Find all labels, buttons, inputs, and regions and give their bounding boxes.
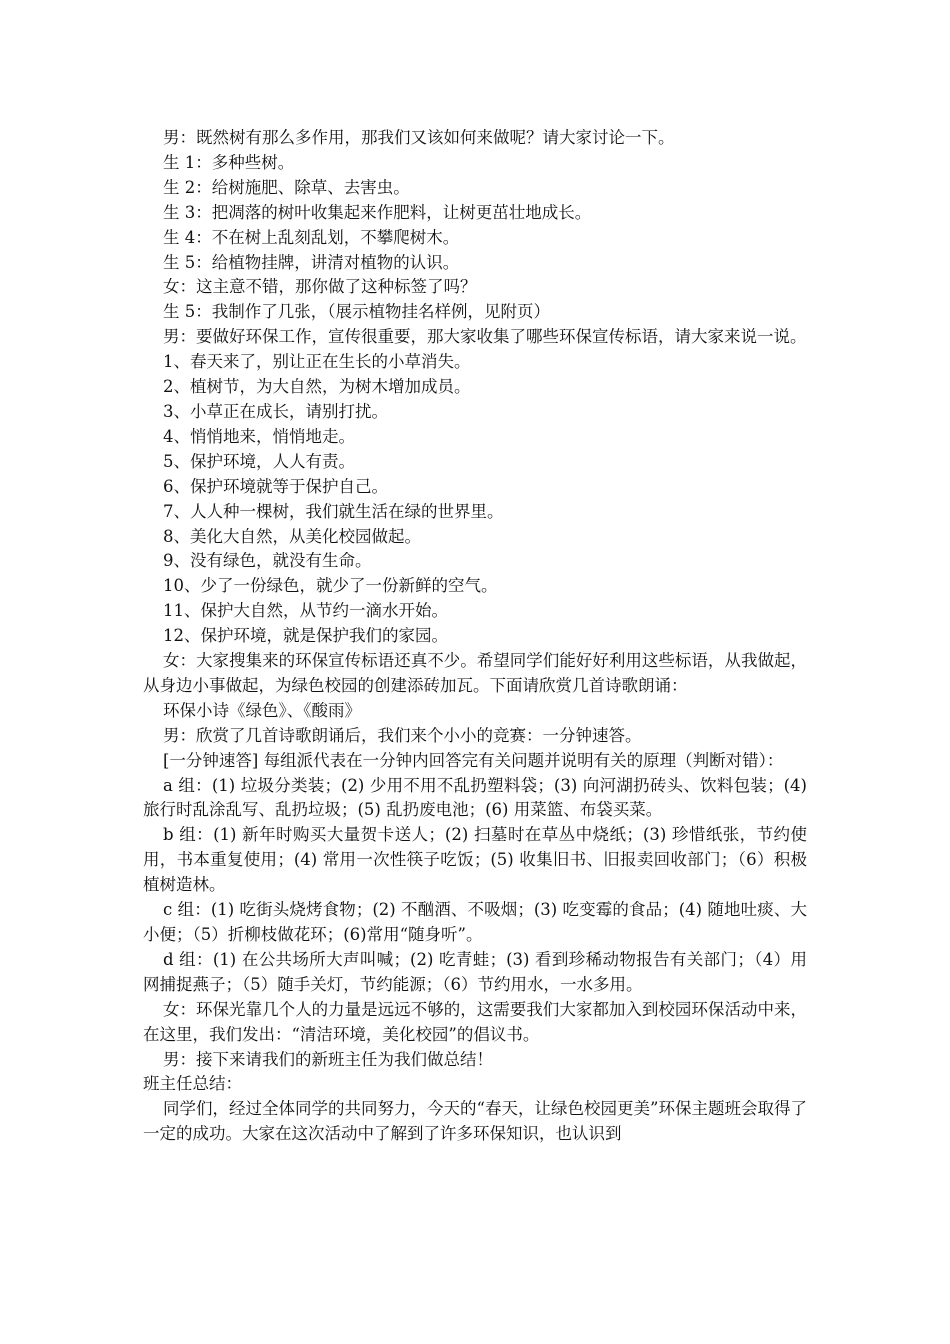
paragraph: 女：大家搜集来的环保宣传标语还真不少。希望同学们能好好利用这些标语，从我做起，从身边小事做起，为绿色校园的创建添砖加瓦。下面请欣赏几首诗歌朗诵： bbox=[143, 651, 807, 695]
list-item: 4、悄悄地来，悄悄地走。 bbox=[163, 426, 355, 446]
paragraph: 生 4：不在树上乱刻乱划，不攀爬树木。 bbox=[163, 227, 460, 247]
list-item: 5、保护环境，人人有责。 bbox=[163, 451, 355, 471]
paragraph: b 组：(1) 新年时购买大量贺卡送人；(2) 扫墓时在草丛中烧纸；(3) 珍惜纸张，节约使用，书本重复使用；(4) 常用一次性筷子吃饭；(5) 收集旧书、旧报卖回收部门；（6）积极植树造林。 bbox=[143, 825, 807, 895]
paragraph: c 组：(1) 吃街头烧烤食物；(2) 不酗酒、不吸烟；(3) 吃变霉的食品；(4) 随地吐痰、大小便；（5）折柳枝做花环；(6)常用“随身听”。 bbox=[143, 900, 807, 944]
list-item: 11、保护大自然，从节约一滴水开始。 bbox=[163, 601, 448, 621]
paragraph: 生 2：给树施肥、除草、去害虫。 bbox=[163, 177, 410, 197]
paragraph: 同学们，经过全体同学的共同努力，今天的“春天，让绿色校园更美”环保主题班会取得了一定的成功。大家在这次活动中了解到了许多环保知识，也认识到 bbox=[143, 1099, 807, 1144]
list-item: 2、植树节，为大自然，为树木增加成员。 bbox=[163, 377, 471, 397]
paragraph: [一分钟速答] 每组派代表在一分钟内回答完有关问题并说明有关的原理（判断对错）： bbox=[163, 750, 784, 770]
list-item: 10、少了一份绿色，就少了一份新鲜的空气。 bbox=[163, 576, 498, 596]
paragraph: 生 5：我制作了几张，（展示植物挂名样例，见附页） bbox=[163, 302, 550, 322]
list-item: 12、保护环境，就是保护我们的家园。 bbox=[163, 626, 448, 646]
paragraph: 环保小诗《绿色》、《酸雨》 bbox=[163, 700, 361, 720]
paragraph: 女：这主意不错，那你做了这种标签了吗？ bbox=[163, 277, 477, 297]
list-item: 3、小草正在成长，请别打扰。 bbox=[163, 401, 388, 421]
list-item: 1、春天来了，别让正在生长的小草消失。 bbox=[163, 352, 471, 372]
section-heading: 班主任总结： bbox=[143, 1074, 242, 1094]
paragraph: 男：欣赏了几首诗歌朗诵后，我们来个小小的竞赛：一分钟速答。 bbox=[163, 725, 642, 745]
list-item: 9、没有绿色，就没有生命。 bbox=[163, 551, 372, 571]
paragraph: 女：环保光靠几个人的力量是远远不够的，这需要我们大家都加入到校园环保活动中来，在这里，我们发出：“清洁环境，美化校园”的倡议书。 bbox=[143, 999, 807, 1044]
document-body bbox=[143, 126, 807, 1147]
paragraph: 生 1：多种些树。 bbox=[163, 152, 295, 172]
paragraph: 生 5：给植物挂牌，讲清对植物的认识。 bbox=[163, 252, 460, 272]
paragraph: a 组：(1) 垃圾分类装；(2) 少用不用不乱扔塑料袋；(3) 向河湖扔砖头、饮料包装；(4) 旅行时乱涂乱写、乱扔垃圾；(5) 乱扔废电池；(6) 用菜篮、布袋买菜。 bbox=[143, 775, 807, 820]
paragraph: 男：既然树有那么多作用，那我们又该如何来做呢？请大家讨论一下。 bbox=[163, 128, 675, 147]
list-item: 7、人人种一棵树，我们就生活在绿的世界里。 bbox=[163, 501, 504, 521]
list-item: 8、美化大自然，从美化校园做起。 bbox=[163, 526, 421, 546]
list-item: 6、保护环境就等于保护自己。 bbox=[163, 476, 388, 496]
paragraph: 男：接下来请我们的新班主任为我们做总结！ bbox=[163, 1049, 493, 1069]
paragraph: 男：要做好环保工作，宣传很重要，那大家收集了哪些环保宣传标语，请大家来说一说。 bbox=[163, 327, 807, 347]
paragraph: d 组：(1) 在公共场所大声叫喊；(2) 吃青蛙；(3) 看到珍稀动物报告有关部门；（4）用网捕捉燕子；（5）随手关灯，节约能源；（6）节约用水，一水多用。 bbox=[143, 949, 807, 994]
paragraph: 生 3：把凋落的树叶收集起来作肥料，让树更茁壮地成长。 bbox=[163, 202, 592, 222]
